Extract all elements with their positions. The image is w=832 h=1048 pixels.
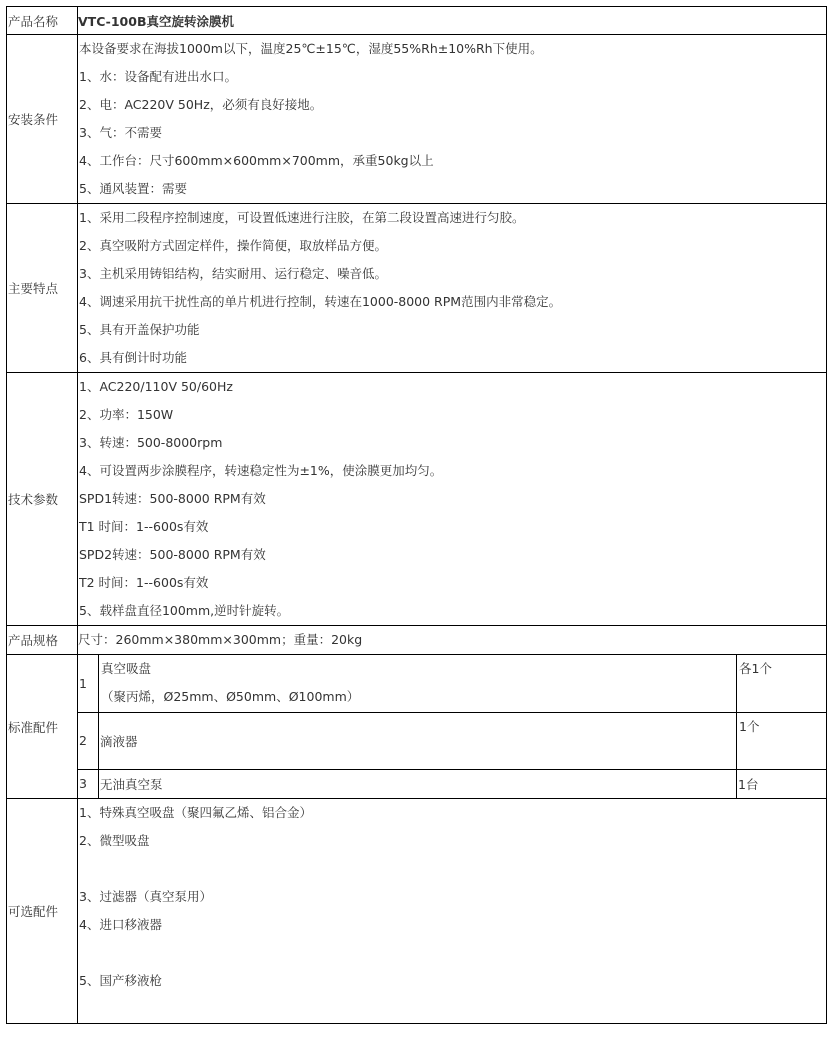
accessory-qty-text: 各1个 (739, 661, 772, 676)
accessory-qty: 1台 (737, 769, 827, 798)
accessory-no: 1 (78, 655, 99, 712)
accessory-name (99, 655, 737, 712)
text-line: 4、调速采用抗干扰性高的单片机进行控制，转速在1000-8000 RPM范围内非常稳定。 (79, 294, 562, 309)
product-spec-table (6, 6, 827, 1024)
text-line: 4、工作台：尺寸600mm×600mm×700mm，承重50kg以上 (79, 153, 434, 168)
row-label: 产品名称 (7, 7, 78, 35)
text-line: 1、采用二段程序控制速度，可设置低速进行注胶，在第二段设置高速进行匀胶。 (79, 210, 525, 225)
text-line (78, 939, 826, 967)
tech-params-lines (78, 373, 827, 626)
spec-value: 尺寸：260mm×380mm×300mm；重量：20kg (78, 626, 827, 655)
accessory-name-text: 真空吸盘 (101, 661, 152, 677)
row-features (7, 204, 827, 373)
text-line: 6、具有倒计时功能 (79, 350, 187, 365)
text-line: 本设备要求在海拔1000m以下，温度25℃±15℃，湿度55%Rh±10%Rh下使用。 (79, 41, 543, 56)
row-label: 技术参数 (7, 373, 78, 626)
row-label: 可选配件 (7, 799, 78, 1024)
text-line: T2 时间：1--600s有效 (79, 575, 209, 590)
row-tech-params (7, 373, 827, 626)
standard-accessories-cell (78, 655, 827, 799)
row-standard-accessories (7, 655, 827, 799)
accessory-no: 2 (78, 712, 99, 769)
text-line: SPD1转速：500-8000 RPM有效 (79, 491, 266, 506)
text-line (78, 855, 826, 883)
text-line: 3、气：不需要 (79, 125, 162, 140)
product-name: VTC-100B真空旋转涂膜机 (78, 7, 827, 35)
text-line: 1、特殊真空吸盘（聚四氟乙烯、铝合金） (79, 805, 312, 820)
row-product-name (7, 7, 827, 35)
text-line: 5、国产移液枪 (79, 973, 162, 988)
row-optional-accessories (7, 799, 827, 1024)
installation-lines (78, 35, 827, 204)
accessory-no: 3 (78, 769, 99, 798)
text-line: 4、可设置两步涂膜程序，转速稳定性为±1%，使涂膜更加均匀。 (79, 463, 443, 478)
text-line: SPD2转速：500-8000 RPM有效 (79, 547, 266, 562)
text-line: 2、真空吸附方式固定样件，操作简便，取放样品方便。 (79, 238, 387, 253)
text-line: 5、通风装置：需要 (79, 181, 187, 196)
accessory-row (78, 655, 826, 712)
row-label: 标准配件 (7, 655, 78, 799)
text-line: 1、AC220/110V 50/60Hz (79, 379, 233, 394)
accessory-row (78, 769, 826, 798)
text-line: 3、过滤器（真空泵用） (79, 889, 212, 904)
features-lines (78, 204, 827, 373)
accessory-name: 滴液器 (99, 712, 737, 769)
accessory-qty-text: 1个 (739, 718, 760, 734)
row-installation (7, 35, 827, 204)
text-line: 5、具有开盖保护功能 (79, 322, 200, 337)
text-line: 2、功率：150W (79, 407, 174, 422)
text-line: 2、微型吸盘 (79, 833, 150, 848)
row-label: 安装条件 (7, 35, 78, 204)
accessory-qty (737, 712, 827, 769)
row-label: 主要特点 (7, 204, 78, 373)
row-spec (7, 626, 827, 655)
accessory-name: 无油真空泵 (99, 769, 737, 798)
accessory-qty (737, 655, 827, 712)
text-line: 1、水：设备配有进出水口。 (79, 69, 237, 84)
accessory-detail: （聚丙烯，Ø25mm、Ø50mm、Ø100mm） (101, 689, 360, 705)
text-line: 3、主机采用铸铝结构，结实耐用、运行稳定、噪音低。 (79, 266, 387, 281)
text-line: 4、进口移液器 (79, 917, 162, 932)
accessory-row (78, 712, 826, 769)
text-line: 5、载样盘直径100mm,逆时针旋转。 (79, 603, 290, 618)
optional-accessories-lines (78, 799, 827, 1024)
standard-accessories-table (78, 655, 826, 798)
row-label: 产品规格 (7, 626, 78, 655)
text-line: 3、转速：500-8000rpm (79, 435, 223, 450)
text-line (78, 995, 826, 1023)
text-line: 2、电：AC220V 50Hz，必须有良好接地。 (79, 97, 323, 112)
text-line: T1 时间：1--600s有效 (79, 519, 209, 534)
